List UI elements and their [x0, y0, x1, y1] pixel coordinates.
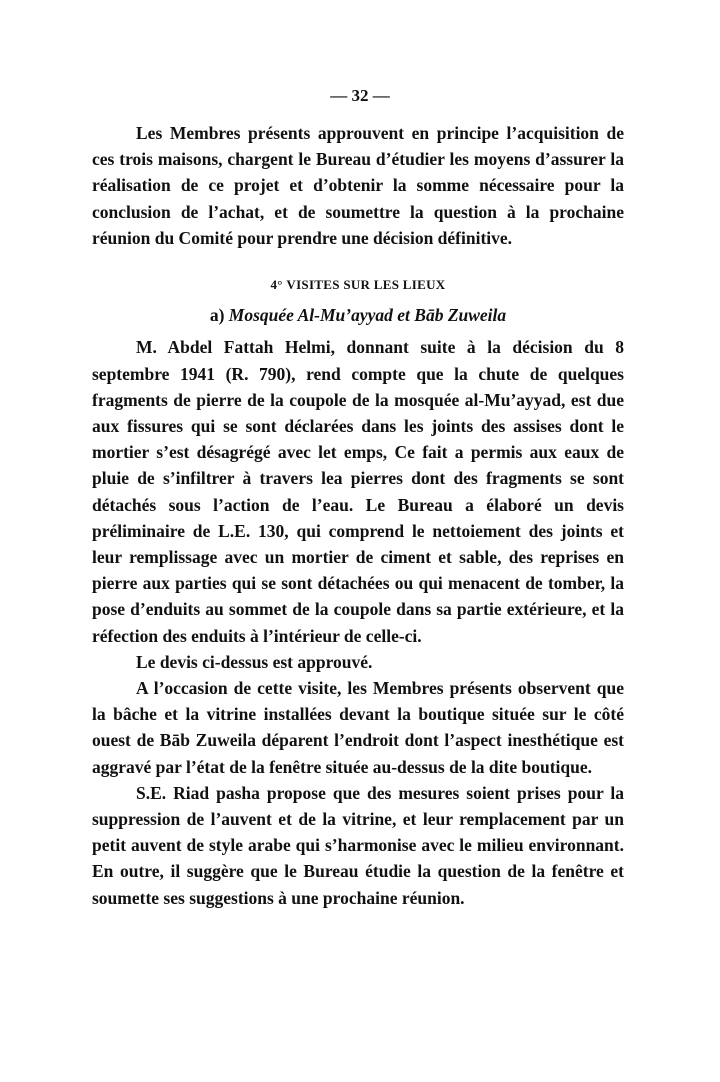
- subsection-heading: [92, 302, 624, 328]
- paragraph-proposal: S.E. Riad pasha propose que des mesures soient prises pour la suppression de l’auvent et de la vitrine, et leur remplacement par un petit auvent de style arabe qui s’harmonise avec le milieu environnant. En outre, il suggère que le Bureau étudie la question de la fenêtre et soumette ses suggestions à une prochaine réunion.: [92, 782, 624, 908]
- subsection-title: Mosquée Al-Mu’ayyad et Bāb Zuweila: [228, 305, 507, 326]
- paragraph-acquisition: Les Membres présents approuvent en principe l’acquisition de ces trois maisons, chargent le Bureau d’étudier les moyens d’assurer la réalisation de ce projet et d’obtenir la somme nécessaire pour la conclusion de l’achat, et de soumettre la question à la prochaine réunion du Comité pour prendre une décision définitive.: [92, 123, 624, 248]
- paragraph-approval: Le devis ci-dessus est approuvé.: [136, 651, 373, 672]
- subsection-letter: a): [209, 305, 225, 326]
- paragraph-observation: A l’occasion de cette visite, les Membres présents observent que la bâche et la vitrine installées devant la boutique située sur le côté ouest de Bāb Zuweila déparent l’endroit dont l’aspect inesthétique est aggravé par l’état de la fenêtre située au-dessus de la dite boutique.: [92, 678, 624, 777]
- document-body: [92, 120, 624, 911]
- section-number: 4°: [270, 277, 283, 293]
- section-title: VISITES SUR LES LIEUX: [286, 277, 446, 293]
- page-number: — 32 —: [330, 86, 390, 105]
- paragraph-report: M. Abdel Fattah Helmi, donnant suite à la décision du 8 septembre 1941 (R. 790), rend compte que la chute de quelques fragments de pierre de la coupole de la mosquée al-Mu’ayyad, est due aux fissures qui se sont déclarées dans les joints des assises dont le mortier s’est désagrégé avec let emps, Ce fait a permis aux eaux de pluie de s’infiltrer à travers lea pierres dont des fragments se sont détachés sous l’action de l’eau. Le Bureau a élaboré un devis préliminaire de L.E. 130, qui comprend le nettoiement des joints et leur remplissage avec un mortier de ciment et sable, des reprises en pierre aux parties qui se sont détachées ou qui menacent de tomber, la pose d’enduits au sommet de la coupole dans sa partie extérieure, et la réfection des enduits à l’intérieur de celle-ci.: [92, 337, 624, 646]
- section-heading: [92, 272, 624, 298]
